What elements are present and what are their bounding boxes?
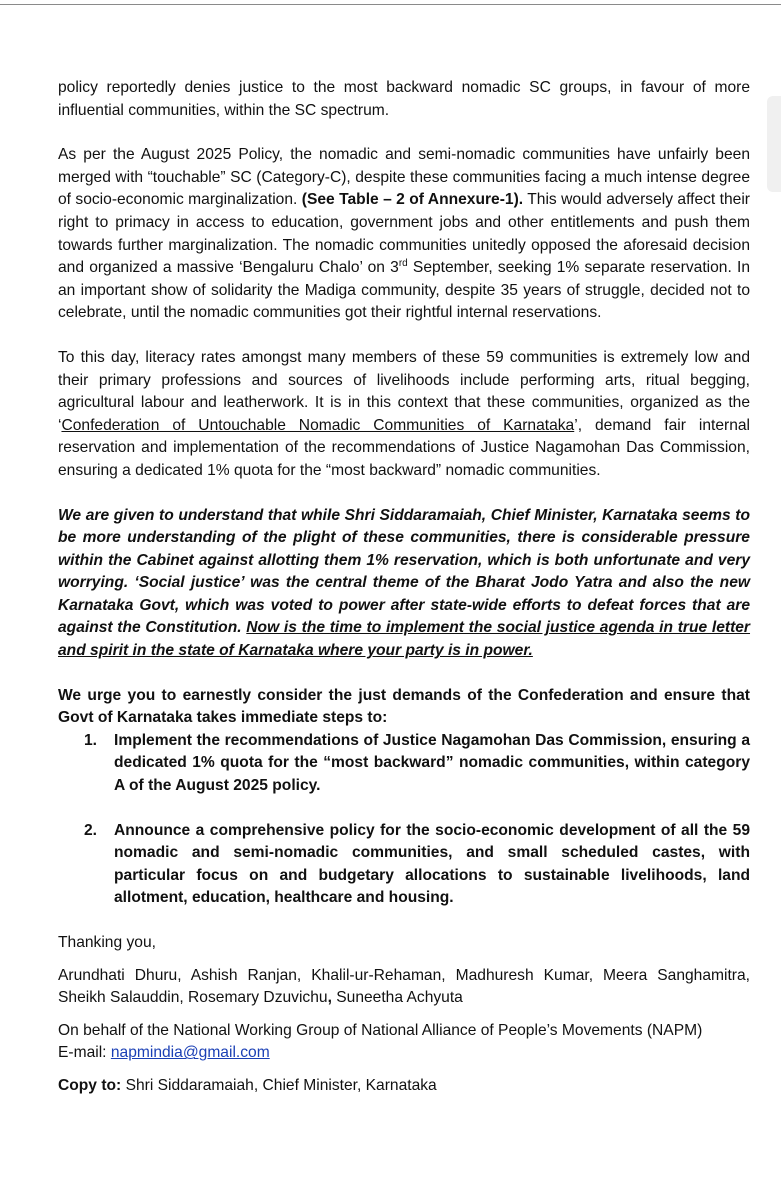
paragraph-urge: We urge you to earnestly consider the just demands of the Confederation and ensure that Govt of Karnataka takes immediate steps to: [58,686,750,727]
paragraph-policy-denial: policy reportedly denies justice to the most backward nomadic SC groups, in favour of more influential communities, within the SC spectrum. [58,79,750,119]
copy-to-line [58,1075,750,1098]
para3-text-1: To this day, literacy rates amongst many members of these 59 communities is extremely low and their primary professions and sources of livelihoods include performing arts, ritual begging, agricultural labour and leatherwork. It is in this context that these communities, organized as the ‘ [58,348,750,434]
social-justice-call: Now is the time to implement the social justice agenda in true letter and spirit in the state of Karnataka where your party is in power. [58,619,751,660]
para3-text-2: ’, demand fair internal reservation and implementation of the recommendations of Justice Nagamohan Das Commission, ensuring a dedicated 1% quota for the “most backward” nomadic communities. [58,416,750,479]
email-label: E-mail: [58,1044,111,1062]
email-link[interactable]: napmindia@gmail.com [110,1044,270,1062]
demand-number: 2. [84,821,98,839]
demand-item [58,820,750,910]
demand-item [58,730,750,798]
demand-text: Implement the recommendations of Justice Nagamohan Das Commission, ensuring a dedicated 1% quota for the “most backward” nomadic communities, within category A of the August 2025 policy. [114,731,750,795]
closing-line: Thanking you, [58,934,156,951]
copy-to-text: Shri Siddaramaiah, Chief Minister, Karnataka [121,1076,437,1094]
side-panel-tab[interactable] [767,96,781,192]
demand-text: Announce a comprehensive policy for the socio-economic development of all the 59 nomadic and semi-nomadic communities, and small scheduled castes, with particular focus on and budgetary allocations to sustainable livelihoods, land allotment, education, healthcare and housing. [114,821,750,907]
on-behalf-line: On behalf of the National Working Group of National Alliance of People’s Movements (NAPM) [58,1021,703,1039]
demands-list [58,730,750,910]
annexure-reference: (See Table – 2 of Annexure-1). [301,191,524,209]
signatory-comma: , [327,989,332,1007]
para4-text-1: We are given to understand that while Shri Siddaramaiah, Chief Minister, Karnataka seems to be more understanding of the plight of these communities, there is considerable pressure within the Cabinet against allotting them 1% reservation, which is both unfortunate and very worrying. ‘Social justice’ was the central theme of the Bharat Jodo Yatra and also the new Karnataka Govt, which was voted to power after state-wide efforts to defeat forces that are against the Constitution. [58,506,750,637]
ordinal-suffix: rd [398,257,408,269]
para2-text-1: As per the August 2025 Policy, the nomadic and semi-nomadic communities have unfairly been merged with “touchable” SC (Category-C), despite these communities facing a much intense degree of socio-economic marginalization. [58,146,750,209]
signatories [58,965,750,1010]
paragraph-literacy [58,347,750,483]
confederation-name: Confederation of Untouchable Nomadic Communities of Karnataka [61,416,575,434]
paragraph-cabinet-pressure [58,505,750,663]
signatory-names: Arundhati Dhuru, Ashish Ranjan, Khalil-ur-Rehaman, Madhuresh Kumar, Meera Sanghamitra, Sheikh Salauddin, Rosemary Dzuvichu [58,966,750,1007]
letter-page [58,77,750,1098]
paragraph-august-policy [58,144,750,325]
copy-to-label: Copy to: [58,1076,122,1094]
para2-text-3: September, seeking 1% separate reservation. In an important show of solidarity the Madiga community, despite 35 years of struggle, decided not to celebrate, until the nomadic communities got their rightful internal reservations. [58,259,750,322]
para2-text-2: This would adversely affect their right to primacy in access to education, government jobs and other entitlements and push them towards further marginalization. The nomadic communities unitedly opposed the aforesaid decision and organized a massive ‘Bengaluru Chalo’ on 3 [58,191,751,277]
email-line [58,1042,750,1065]
signatory-last: Suneetha Achyuta [331,989,463,1007]
demand-number: 1. [84,731,98,749]
top-border-line [0,4,781,5]
